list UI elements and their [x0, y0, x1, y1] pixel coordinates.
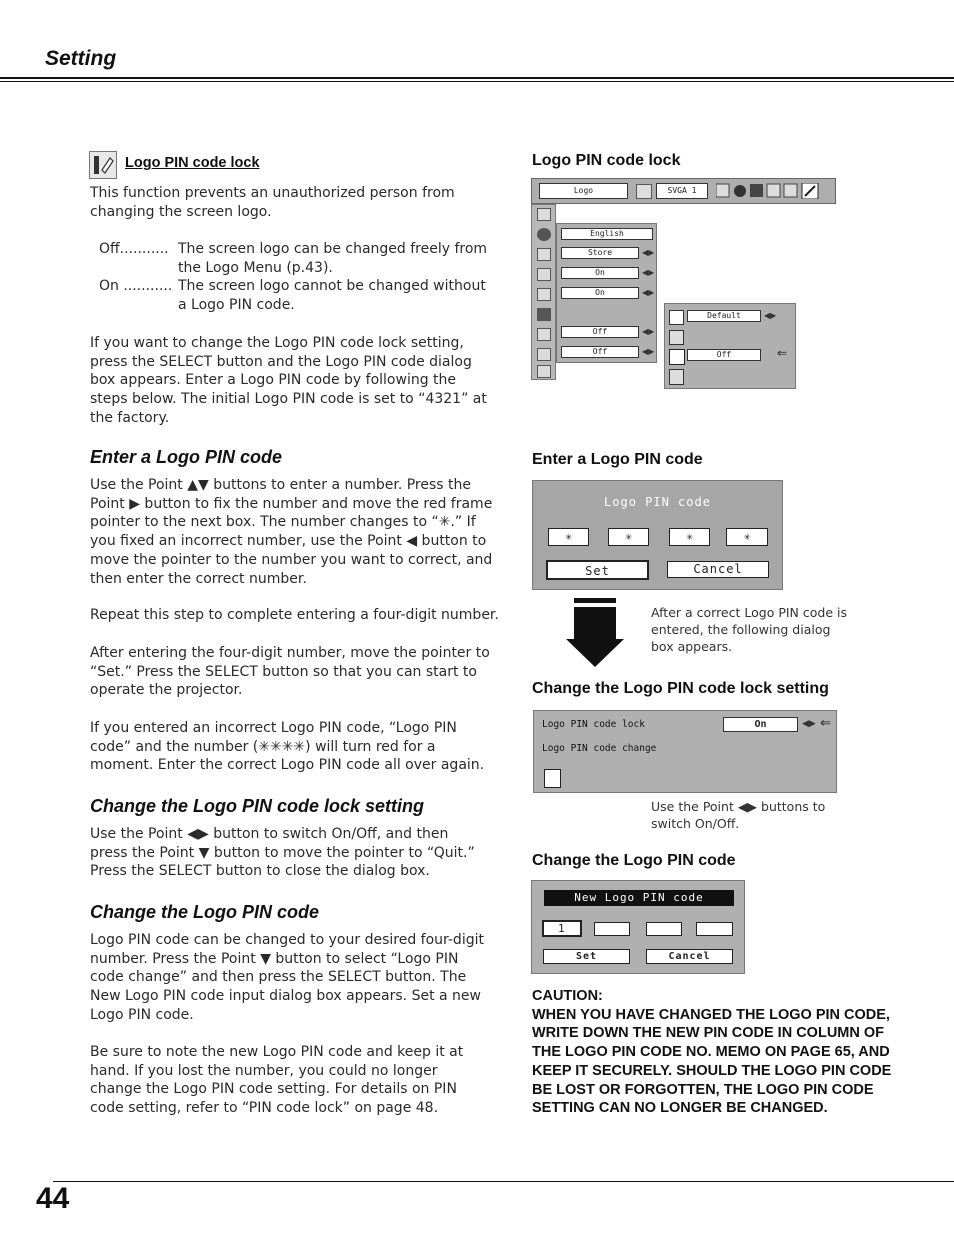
arrow-lr-icon: ◀▶ [642, 347, 655, 356]
menu-item-on-2[interactable]: On [561, 287, 639, 299]
lock-setting-paragraph: Use the Point ◀▶ button to switch On/Off, and then press the Point ▼ button to move the pointer to “Quit.” Press the SELECT button to close the dialog box. [90, 826, 475, 880]
pin-cancel-button[interactable]: Cancel [667, 561, 769, 578]
lock-setting-dialog [533, 710, 837, 793]
change-pin-p2: Be sure to note the new Logo PIN code and keep it at hand. If you lost the number, you could no longer change the Logo PIN code setting. For details on PIN code setting, refer to “PIN code lock” on page 48. [90, 1044, 464, 1117]
menu-screen-icon[interactable] [537, 328, 551, 341]
submenu-l-icon [669, 310, 684, 325]
menu-down-icon[interactable] [537, 365, 551, 378]
enter-pin-p1: Use the Point ▲▼ buttons to enter a number. Press the Point ▶ button to fix the number and move the red frame pointer to the next box. The number changes to “✳.” If you fixed an incorrect number, use the Point ◀ button to move the pointer to the number you want to correct, and then enter the correct number. [90, 477, 493, 587]
change-pin-right-heading: Change the Logo PIN code [532, 852, 736, 869]
new-pin-digit-2[interactable] [594, 922, 630, 936]
after-correct-note: After a correct Logo PIN code is entered, the following dialog box appears. [651, 605, 847, 654]
page-number: 44 [36, 1182, 70, 1215]
change-pin-p1: Logo PIN code can be changed to your desired four-digit number. Press the Point ▼ button to select “Logo PIN code change” and then press the SELECT button. The New Logo PIN code input dialog box appears. Set a new Logo PIN code. [90, 932, 484, 1023]
def-off-desc1: The screen logo can be changed freely from [178, 241, 488, 257]
new-pin-dialog-title: New Logo PIN code [544, 890, 734, 906]
header-rule [0, 77, 954, 79]
def-off-desc2: the Logo Menu (p.43). [178, 260, 333, 276]
new-pin-digit-1[interactable]: 1 [542, 920, 582, 937]
menu-down-triangle-icon[interactable] [537, 248, 551, 261]
arrow-lr-icon: ◀▶ [642, 268, 655, 277]
source-icon [636, 184, 652, 199]
submenu-capture-icon [669, 330, 684, 345]
pin-change-row-label[interactable]: Logo PIN code change [542, 743, 657, 754]
logo-submenu-panel [664, 303, 796, 389]
arrow-lr-icon: ◀▶ [802, 719, 816, 729]
pin-dialog [532, 480, 783, 590]
lock-switch-note: Use the Point ◀▶ buttons to switch On/Off. [651, 799, 826, 831]
change-setting-paragraph: If you want to change the Logo PIN code lock setting, press the SELECT button and the Logo PIN code dialog box appears. Enter a Logo PIN code by following the steps below. The initial Logo PIN code is set to “4321” at the factory. [90, 335, 487, 426]
enter-pin-p2: Repeat this step to complete entering a four-digit number. [90, 607, 499, 623]
menu-icon-column [531, 204, 556, 380]
menu-circle-icon[interactable] [537, 228, 551, 241]
menu-item-store[interactable]: Store [561, 247, 639, 259]
pin-digit-4[interactable]: ✳ [726, 528, 768, 546]
enter-pin-right-heading: Enter a Logo PIN code [532, 451, 703, 468]
menu-item-on-1[interactable]: On [561, 267, 639, 279]
menu-up-icon[interactable] [537, 208, 551, 221]
menu-item-language[interactable]: English [561, 228, 653, 240]
def-on-desc1: The screen logo cannot be changed without [178, 278, 486, 294]
pin-lock-title: Logo PIN code lock [125, 155, 260, 171]
lock-setting-right-heading: Change the Logo PIN code lock setting [532, 680, 829, 697]
menu-tab-logo[interactable]: Logo [539, 183, 628, 199]
menu-screen2-icon[interactable] [537, 348, 551, 361]
pin-digit-1[interactable]: ✳ [548, 528, 589, 546]
logo-pin-lock-icon [89, 151, 117, 179]
arrow-lr-icon: ◀▶ [764, 311, 777, 320]
lock-setting-heading: Change the Logo PIN code lock setting [90, 796, 425, 816]
footer-rule [53, 1181, 954, 1182]
menu-item-off-2[interactable]: Off [561, 346, 639, 358]
submenu-pin-lock-icon[interactable] [669, 349, 685, 365]
new-pin-set-button[interactable]: Set [543, 949, 630, 964]
menu-icon-strip [716, 183, 832, 199]
pointer-arrow-icon: ⇐ [820, 716, 831, 731]
menu-selected-icon[interactable] [537, 308, 551, 321]
pin-digit-2[interactable]: ✳ [608, 528, 649, 546]
change-pin-heading: Change the Logo PIN code [90, 902, 320, 922]
submenu-quit-icon[interactable] [669, 369, 684, 385]
caution-text: CAUTION: WHEN YOU HAVE CHANGED THE LOGO PIN CODE, WRITE DOWN THE NEW PIN CODE IN COLUMN OF THE LOGO PIN CODE NO. MEMO ON PAGE 65, AND KEEP IT SECURELY. SHOULD THE LOGO PIN CODE BE LOST OR FORGOTTEN, THE LOGO PIN CODE SETTING CAN NO LONGER BE CHANGED. [532, 988, 892, 1117]
submenu-lock-off[interactable]: Off [687, 349, 761, 361]
section-title: Setting [45, 47, 117, 70]
new-pin-digit-3[interactable] [646, 922, 682, 936]
new-pin-dialog [531, 880, 745, 974]
enter-pin-heading: Enter a Logo PIN code [90, 447, 283, 467]
menu-top-bar [531, 178, 836, 204]
lock-value-on[interactable]: On [723, 717, 798, 732]
menu-items-panel [556, 223, 657, 363]
quit-icon[interactable] [544, 769, 561, 788]
new-pin-digit-4[interactable] [696, 922, 733, 936]
menu-list-icon[interactable] [537, 288, 551, 301]
enter-pin-p3: After entering the four-digit number, move the pointer to “Set.” Press the SELECT button so that you can start to operate the projector. [90, 645, 490, 699]
pin-dialog-title: Logo PIN code [604, 495, 711, 509]
pin-digit-3[interactable]: ✳ [669, 528, 710, 546]
arrow-lr-icon: ◀▶ [642, 248, 655, 257]
def-on-desc2: a Logo PIN code. [178, 297, 295, 313]
new-pin-cancel-button[interactable]: Cancel [646, 949, 733, 964]
enter-pin-p4: If you entered an incorrect Logo PIN code, “Logo PIN code” and the number (✳✳✳✳) will turn red for a moment. Enter the correct Logo PIN code all over again. [90, 720, 485, 774]
pointer-arrow-icon: ⇐ [777, 346, 788, 360]
def-off-term: Off........... [99, 241, 169, 257]
lock-row-label: Logo PIN code lock [542, 719, 645, 730]
menu-heading: Logo PIN code lock [532, 152, 681, 169]
arrow-lr-icon: ◀▶ [642, 327, 655, 336]
menu-item-off-1[interactable]: Off [561, 326, 639, 338]
arrow-lr-icon: ◀▶ [642, 288, 655, 297]
menu-square-icon[interactable] [537, 268, 551, 281]
menu-source-box: SVGA 1 [656, 183, 708, 199]
intro-paragraph: This function prevents an unauthorized person from changing the screen logo. [90, 185, 455, 220]
def-on-term: On ........... [99, 278, 173, 294]
header-rule-thin [0, 81, 954, 82]
submenu-default[interactable]: Default [687, 310, 761, 322]
down-arrow-icon [566, 598, 624, 668]
pin-set-button[interactable]: Set [546, 560, 649, 580]
